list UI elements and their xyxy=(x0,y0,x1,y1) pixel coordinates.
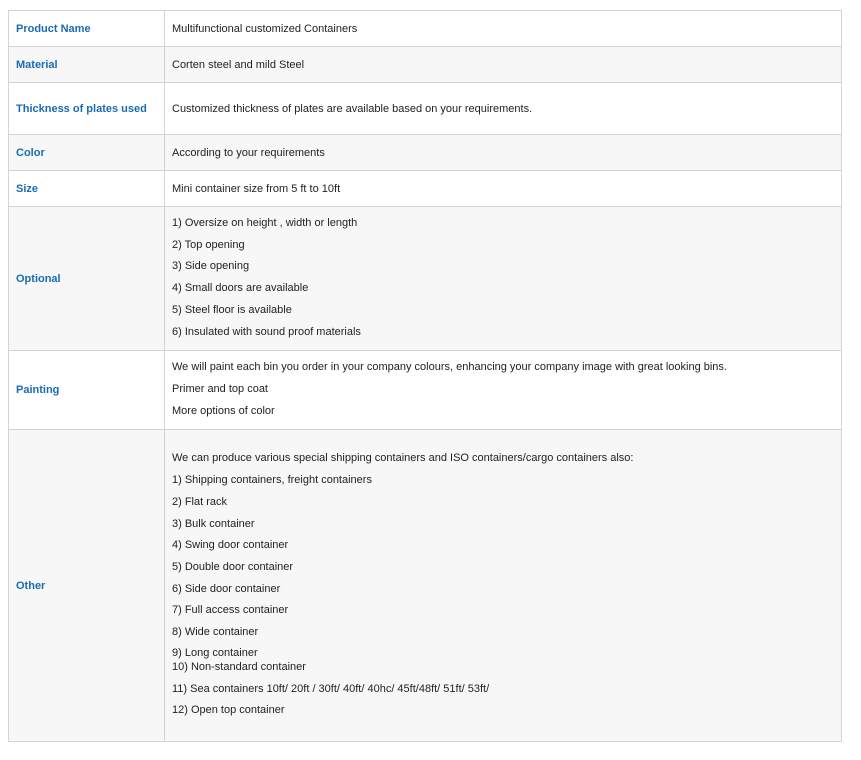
list-item: 4) Small doors are available xyxy=(172,282,309,295)
list-item: 6) Insulated with sound proof materials xyxy=(172,325,361,338)
list-item: 2) Flat rack xyxy=(172,495,228,508)
spec-label: Other xyxy=(9,430,165,742)
spec-value-list xyxy=(172,207,834,350)
spec-label: Thickness of plates used xyxy=(9,83,165,135)
list-item: Primer and top coat xyxy=(172,382,268,395)
spec-label: Product Name xyxy=(9,11,165,47)
spec-value xyxy=(165,135,842,171)
spec-row-other xyxy=(9,430,842,742)
list-item: 5) Double door container xyxy=(172,560,294,573)
spec-row-color xyxy=(9,135,842,171)
spec-value xyxy=(165,83,842,135)
spec-value-text: Customized thickness of plates are available based on your requirements. xyxy=(172,102,533,115)
spec-row-thickness xyxy=(9,83,842,135)
product-spec-table xyxy=(8,10,842,742)
list-item: 3) Bulk container xyxy=(172,517,255,530)
spec-value xyxy=(165,47,842,83)
spec-row-painting xyxy=(9,351,842,430)
spec-row-size xyxy=(9,171,842,207)
spec-value-text: Corten steel and mild Steel xyxy=(172,58,305,71)
spec-value xyxy=(165,430,842,742)
list-item: 3) Side opening xyxy=(172,260,250,273)
list-item: 1) Oversize on height , width or length xyxy=(172,217,358,229)
spec-label: Painting xyxy=(9,351,165,430)
list-item: More options of color xyxy=(172,404,275,417)
list-item: 6) Side door container xyxy=(172,582,281,595)
list-item: 1) Shipping containers, freight containers xyxy=(172,474,372,487)
list-item: 8) Wide container xyxy=(172,626,259,639)
list-item: 9) Long container xyxy=(172,646,258,659)
spec-row-material xyxy=(9,47,842,83)
spec-value xyxy=(165,207,842,351)
spec-label: Optional xyxy=(9,207,165,351)
list-item: 12) Open top container xyxy=(172,704,285,717)
spec-value xyxy=(165,351,842,430)
spec-row-optional xyxy=(9,207,842,351)
list-item: We will paint each bin you order in your company colours, enhancing your company image with great looking bins. xyxy=(172,361,727,374)
list-item: 5) Steel floor is available xyxy=(172,303,292,316)
spec-value xyxy=(165,171,842,207)
list-item: 11) Sea containers 10ft/ 20ft / 30ft/ 40ft/ 40hc/ 45ft/48ft/ 51ft/ 53ft/ xyxy=(172,682,490,695)
list-item: 10) Non-standard container xyxy=(172,661,306,674)
spec-value-text: According to your requirements xyxy=(172,146,325,159)
spec-value-text: Mini container size from 5 ft to 10ft xyxy=(172,182,341,195)
list-item: We can produce various special shipping containers and ISO containers/cargo containers also: xyxy=(172,452,634,465)
list-item: 2) Top opening xyxy=(172,238,245,251)
list-item: 4) Swing door container xyxy=(172,539,289,552)
spec-value-list xyxy=(172,351,834,429)
spec-row-product-name xyxy=(9,11,842,47)
list-item: 7) Full access container xyxy=(172,604,289,617)
spec-label: Size xyxy=(9,171,165,207)
spec-label: Color xyxy=(9,135,165,171)
spec-value xyxy=(165,11,842,47)
spec-label: Material xyxy=(9,47,165,83)
spec-value-text: Multifunctional customized Containers xyxy=(172,22,358,35)
spec-value-list xyxy=(172,442,834,729)
